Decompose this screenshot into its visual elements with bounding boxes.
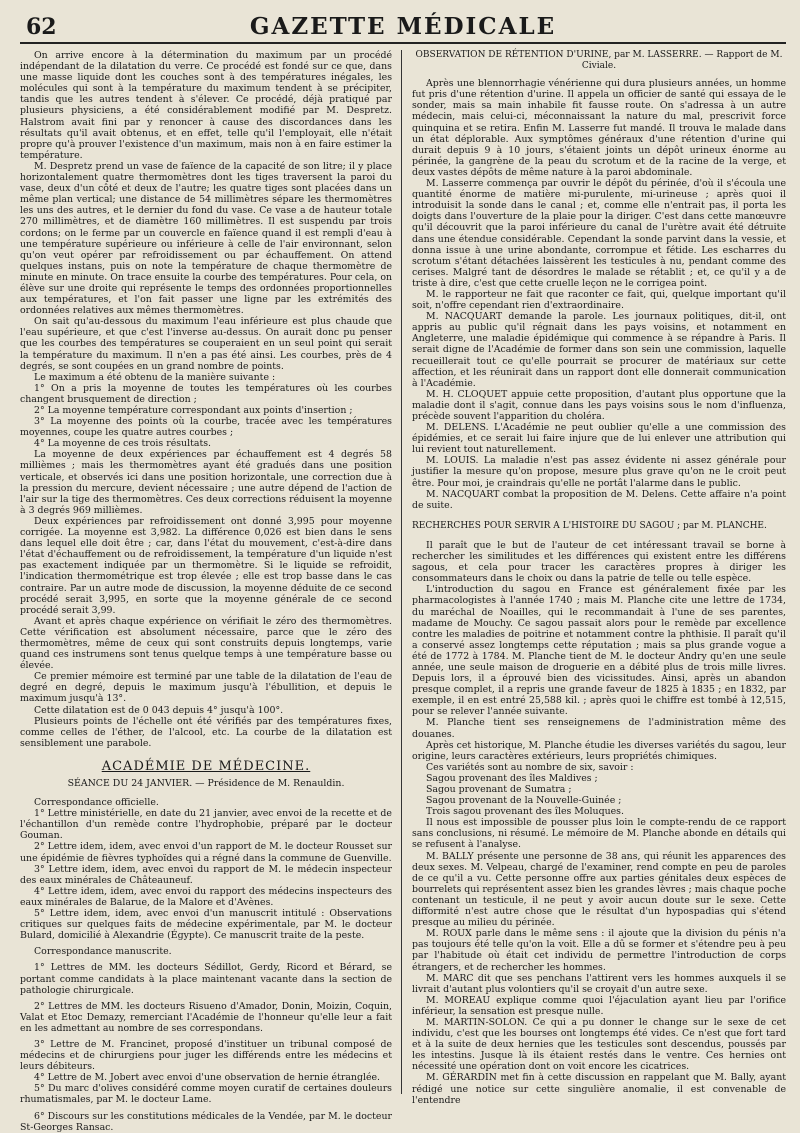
paragraph: M. H. CLOQUET appuie cette proposition, d'autant plus opportune que la maladie dont il s'agit, connue dans les pays voisins sous le nom d'influenza, précède souvent l'apparition du choléra. [412,388,786,422]
seance-line: SÉANCE DU 24 JANVIER. — Présidence de M. Renauldin. [67,778,345,789]
paragraph: M. MARC dit que ses penchans l'attirent vers les hommes auxquels il se livrait d'autant plus volontiers qu'il se croyait d'un autre sexe. [412,972,786,995]
paragraph: Ce premier mémoire est terminé par une table de la dilatation de l'eau de degré en degré, depuis le maximum jusqu'à l'ébullition, et depuis le maximum jusqu'à 13°. [20,671,392,705]
paragraph: M. MARTIN-SOLON. Ce qui a pu donner le change sur le sexe de cet individu, c'est que les bourses ont longtemps été vides. Ce n'est que fort tard et à la suite de deux hernies que les testicules sont descendus, poussés par les intestins. Jusque là ils étaient restés dans le ventre. Ces hernies ont nécessité une opération dont on voit encore les cicatrices. [412,1016,786,1073]
paragraph: On arrive encore à la détermination du maximum par un procédé indépendant de la dilatation du verre. Ce procédé est fondé sur ce que, dans une masse liquide dont les couches sont à des températures inégales, les molécules qui sont à la température du maximum tendent à se précipiter, tandis que les autres tendent à s'élever. Ce procédé, déjà pratiqué par plusieurs physiciens, a été considérablement modifié par M. Despretz. Halstrom avait fini par y renoncer à cause des discordances dans les résultats qu'il avait obtenus, et en effet, telle qu'il l'employait, elle n'était propre qu'à prouver l'existence d'un maximum, mais non à en faire estimer la température. [20,50,392,161]
paragraph: M. Despretz prend un vase de faïence de la capacité de son litre; il y place horizontalement quatre thermomètres dont les tiges traversent la paroi du vase, deux d'un côté et deux de l'autre; les quatre tiges sont placées dans un même plan vertical; une distance de 54 millimètres sépare les thermomètres les uns des autres, et le dernier du fond du vase. Ce vase a de hauteur totale 270 millimètres, et de diamètre 160 millimètres. Il est suspendu par trois cordons; on le ferme par un couvercle en faïence quand il est rempli d'eau à une température supérieure ou inférieure à celle de l'air environnant, selon qu'on veut opérer par refroidissement ou par échauffement. On attend quelques instans, puis on note la température de chaque thermomètre de minute en minute. On trace ensuite la courbe des températures. Pour cela, on élève sur une droite qui représente le temps des ordonnées proportionnelles aux températures, et l'on fait passer une ligne par les extrémités des ordonnées relatives aux mêmes thermomètres. [20,160,392,317]
list-item: 2° Lettres de MM. les docteurs Risueno d'Amador, Donin, Moizin, Coquin, Valat et Etoc Demazy, remerciant l'Académie de l'honneur qu'elle leur a fait en les admettant au nombre de ses correspondans. [20,1000,392,1034]
paragraph: M. DELENS. L'Académie ne peut oublier qu'elle a une commission des épidémies, et ce serait lui faire injure que de lui enlever une attribution qui lui revient tout naturellement. [412,422,786,456]
section-title: ACADÉMIE DE MÉDECINE. [101,758,311,774]
list-item: 1° Lettre ministérielle, en date du 21 janvier, avec envoi de la recette et de l'échantillon d'un remède contre l'hydrophobie, préparé par le docteur Gouman. [20,808,392,842]
list-item: Trois sagou provenant des îles Moluques. [426,806,624,818]
columns [20,50,786,1133]
list-item: 6° Discours sur les constitutions médicales de la Vendée, par M. le docteur St-Georges Ransac. [20,1110,392,1133]
paragraph: Il nous est impossible de pousser plus loin le compte-rendu de ce rapport sans conclusions, ni résumé. Le mémoire de M. Planche abonde en détails qui se refusent à l'analyse. [412,817,786,851]
masthead-title: GAZETTE MÉDICALE [249,13,557,40]
list-item: 2° La moyenne température correspondant aux points d'insertion ; [34,405,353,416]
paragraph: Le maximum a été obtenu de la manière suivante : [34,371,276,383]
paragraph: Il paraît que le but de l'auteur de cet intéressant travail se borne à rechercher les similitudes et les différences qui existent entre les différens sagous, et cela pour tracer les caractères propres à diriger les consommateurs dans le choix ou dans la patrie de telle ou telle espèce. [412,539,786,585]
paragraph: M. GÉRARDIN met fin à cette discussion en rappelant que M. Bally, ayant rédigé une notice sur cette singulière anomalie, il est convenable de l'entendre [412,1072,786,1106]
list-item: 3° Lettre idem, idem, avec envoi du rapport de M. le médecin inspecteur des eaux minérales de Châteauneuf. [20,863,392,886]
list-item: Sagou provenant de Sumatra ; [426,784,572,795]
subsection-title: Correspondance manuscrite. [34,946,172,958]
list-item: 4° Lettre idem, idem, avec envoi du rapport des médecins inspecteurs des eaux minérales de Balarue, de la Malore et d'Avènes. [20,885,392,908]
list-item: 1° Lettres de MM. les docteurs Sédillot, Gerdy, Ricord et Bérard, se portant comme candidats à la place maintenant vacante dans la section de pathologie chirurgicale. [20,962,392,996]
column-divider [401,50,402,1094]
paragraph: Après cet historique, M. Planche étudie les diverses variétés du sagou, leur origine, leurs caractères extérieurs, leurs propriétés chimiques. [412,739,786,762]
paragraph: M. Lasserre commença par ouvrir le dépôt du périnée, d'où il s'écoula une quantité énorme de matière mi-purulente, mi-urineuse ; après quoi il introduisit la sonde dans le canal ; et, comme elle n'entrait pas, il porta les doigts dans l'ouverture de la plaie pour la diriger. C'est dans cette manœuvre qu'il découvrit que la paroi inférieure du canal de l'urètre avait été détruite dans une étendue considérable. Cependant la sonde parvint dans la vessie, et donna issue à une urine abondante, corrompue et fétide. Les escharres du scrotum s'étant détachées laissèrent les testicules à nu, pendant comme des cerises. Malgré tant de désordres le malade se rétablit ; et, ce qu'il y a de triste à dire, c'est que cette cruelle leçon ne le corrigea point. [412,178,786,289]
list-item: 1° On a pris la moyenne de toutes les températures où les courbes changent brusquement de direction ; [20,382,392,405]
right-column [412,50,786,1106]
article-title: RECHERCHES POUR SERVIR A L'HISTOIRE DU SAGOU ; par M. PLANCHE. [412,520,767,531]
paragraph: L'introduction du sagou en France est généralement fixée par les pharmacologistes à l'année 1740 ; mais M. Planche cite une lettre de 1734, du maréchal de Noailles, qui le recommandait à l'une de ses parentes, madame de Mouchy. Ce sagou passait alors pour le remède par excellence contre les maladies de poitrine et notamment contre la phthisie. Il paraît qu'il a conservé assez longtemps cette réputation ; mais sa plus grande vogue a été de 1772 à 1784. M. Planche tient de M. le docteur Andry qu'en une seule année, une seule maison de droguerie en a débité plus de trois mille livres. Depuis lors, il a éprouvé bien des vicissitudes. Ainsi, après un abandon presque complet, il a repris une grande faveur de 1825 à 1835 ; en 1832, par exemple, il en est entré 25,588 kil. ; après quoi le chiffre est tombé à 12,515, pour se relever l'année suivante. [412,584,786,718]
list-item: Sagou provenant de la Nouvelle-Guinée ; [426,795,622,807]
paragraph: M. NACQUART combat la proposition de M. Delens. Cette affaire n'a point de suite. [412,488,786,511]
article-title: OBSERVATION DE RÉTENTION D'URINE, par M. LASSERRE. — Rapport de M. Civiale. [415,50,783,72]
page-number: 62 [26,14,57,40]
paragraph: Avant et après chaque expérience on vérifiait le zéro des thermomètres. Cette vérification est absolument nécessaire, parce que le zéro des thermomètres, même de ceux qui sont construits depuis longtemps, varie quand ces instrumens sont tenus quelque temps à une température basse ou élevée. [20,615,392,672]
list-item: 5° Du marc d'olives considéré comme moyen curatif de certaines douleurs rhumatismales, par M. le docteur Lame. [20,1083,392,1106]
paragraph: Plusieurs points de l'échelle ont été vérifiés par des températures fixes, comme celles de l'éther, de l'alcool, etc. La courbe de la dilatation est sensiblement une parabole. [20,715,392,749]
list-item: 2° Lettre idem, idem, avec envoi d'un rapport de M. le docteur Rousset sur une épidémie de fièvres typhoïdes qui a régné dans la commune de Guenville. [20,841,392,864]
paragraph: On sait qu'au-dessous du maximum l'eau inférieure est plus chaude que l'eau supérieure, et que c'est l'inverse au-dessus. On aurait donc pu penser que les courbes des températures se couperaient en un seul point qui serait la température du maximum. Il n'en a pas été ainsi. Les courbes, près de 4 degrés, se sont coupées en un grand nombre de points. [20,316,392,372]
list-item: Sagou provenant des îles Maldives ; [426,772,598,784]
paragraph: M. LOUIS. La maladie n'est pas assez évidente ni assez générale pour justifier la mesure qu'on propose, mesure plus grave qu'on ne le croit peut être. Pour moi, je craindrais qu'elle ne portât l'alarme dans le public. [412,455,786,489]
paragraph: M. ROUX parle dans le même sens : il ajoute que la division du pénis n'a pas toujours été telle qu'on la voit. Elle a dû se former et s'étendre peu à peu par l'habitude où était cet individu de permettre l'introduction de corps étrangers, et de rechercher les hommes. [412,928,786,973]
list-item: 4° La moyenne de ces trois résultats. [34,438,212,450]
paragraph: M. Planche tient ses renseignemens de l'administration même des douanes. [412,717,786,740]
list-item: 4° Lettre de M. Jobert avec envoi d'une observation de hernie étranglée. [34,1072,381,1084]
paragraph: Deux expériences par refroidissement ont donné 3,995 pour moyenne corrigée. La moyenne est 3,982. La différence 0,026 est bien dans le sens dans lequel elle doit être ; car, dans l'état du mouvement, c'est-à-dire dans l'état d'échauffement ou de refroidissement, la température d'un liquide n'est pas exactement indiquée par un thermomètre. Si le liquide se refroidit, l'indication thermométrique est trop élevée ; elle est trop basse dans le cas contraire. Par un autre mode de discussion, la moyenne déduite de ce second procédé serait 3,995, en sorte que la moyenne générale de ce second procédé serait 3,99. [20,515,392,616]
paragraph: M. NACQUART demande la parole. Les journaux politiques, dit-il, ont appris au public qu'il régnait dans les pays voisins, et notamment en Angleterre, une maladie épidémique qui commence à se répandre à Paris. Il serait digne de l'Académie de former dans son sein une commission, laquelle recueillerait tout ce qu'elle pourrait se procurer de matériaux sur cette affection, et les réunirait dans un rapport dont elle donnerait communication à l'Académie. [412,311,786,389]
paragraph: Cette dilatation est de 0 043 depuis 4° jusqu'à 100°. [34,704,284,716]
paragraph: La moyenne de deux expériences par échauffement est 4 degrés 58 millièmes ; mais les thermomètres ayant été gradués dans une position verticale, et observés ici dans une position horizontale, une correction due à la pression du mercure, devient nécessaire ; une autre dépend de l'action de l'air sur la tige des thermomètres. Ces deux corrections réduisent la moyenne à 3 degrés 969 millièmes. [20,449,392,516]
page-header [20,8,786,44]
list-item: 5° Lettre idem, idem, avec envoi d'un manuscrit intitulé : Observations critiques sur quelques faits de médecine expérimentale, par M. le docteur Bulard, domicilié à Alexandrie (Égypte). Ce manuscrit traite de la peste. [20,908,392,942]
list-item: 3° Lettre de M. Francinet, proposé d'instituer un tribunal composé de médecins et de chirurgiens pour juger les différends entre les médecins et leurs débiteurs. [20,1038,392,1073]
paragraph: M. BALLY présente une personne de 38 ans, qui réunit les apparences des deux sexes. M. Velpeau, chargé de l'examiner, rend compte en peu de paroles de ce qu'il a vu. Cette personne offre aux parties génitales deux espèces de bourrelets qui représentent assez bien les grandes lèvres ; mais chaque poche contenant un testicule, il ne peut y avoir aucun doute sur le sexe. Cette difformité n'est autre chose que le résultat d'un hypospadias qui s'étend presque au milieu du périnée. [412,850,786,929]
paragraph: Après une blennorrhagie vénérienne qui dura plusieurs années, un homme fut pris d'une rétention d'urine. Il appela un officier de santé qui essaya de le sonder, mais sa main inhabile fit fausse route. On s'adressa à un autre médecin, mais celui-ci, méconnaissant la nature du mal, prescrivit force quinquina et se retira. Enfin M. Lasserre fut mandé. Il trouva le malade dans un état déplorable. Aux symptômes généraux d'une rétention d'urine qui durait depuis 9 à 10 jours, s'étaient joints un dépôt urineux énorme au périnée, la gangrène de la peau du scrotum et de la racine de la verge, et deux vastes dépôts de même nature à la paroi abdominale. [412,78,786,178]
paragraph: Ces variétés sont au nombre de six, savoir : [426,761,634,773]
left-column [20,50,392,1133]
paragraph: M. le rapporteur ne fait que raconter ce fait, qui, quelque important qu'il soit, n'offre cependant rien d'extraordinaire. [412,288,786,312]
list-item: 3° La moyenne des points où la courbe, tracée avec les températures moyennes, coupe les quatre autres courbes ; [20,416,392,439]
paragraph: M. MOREAU explique comme quoi l'éjaculation ayant lieu par l'orifice inférieur, la sensation est presque nulle. [412,994,786,1017]
subsection-title: Correspondance officielle. [34,797,159,809]
